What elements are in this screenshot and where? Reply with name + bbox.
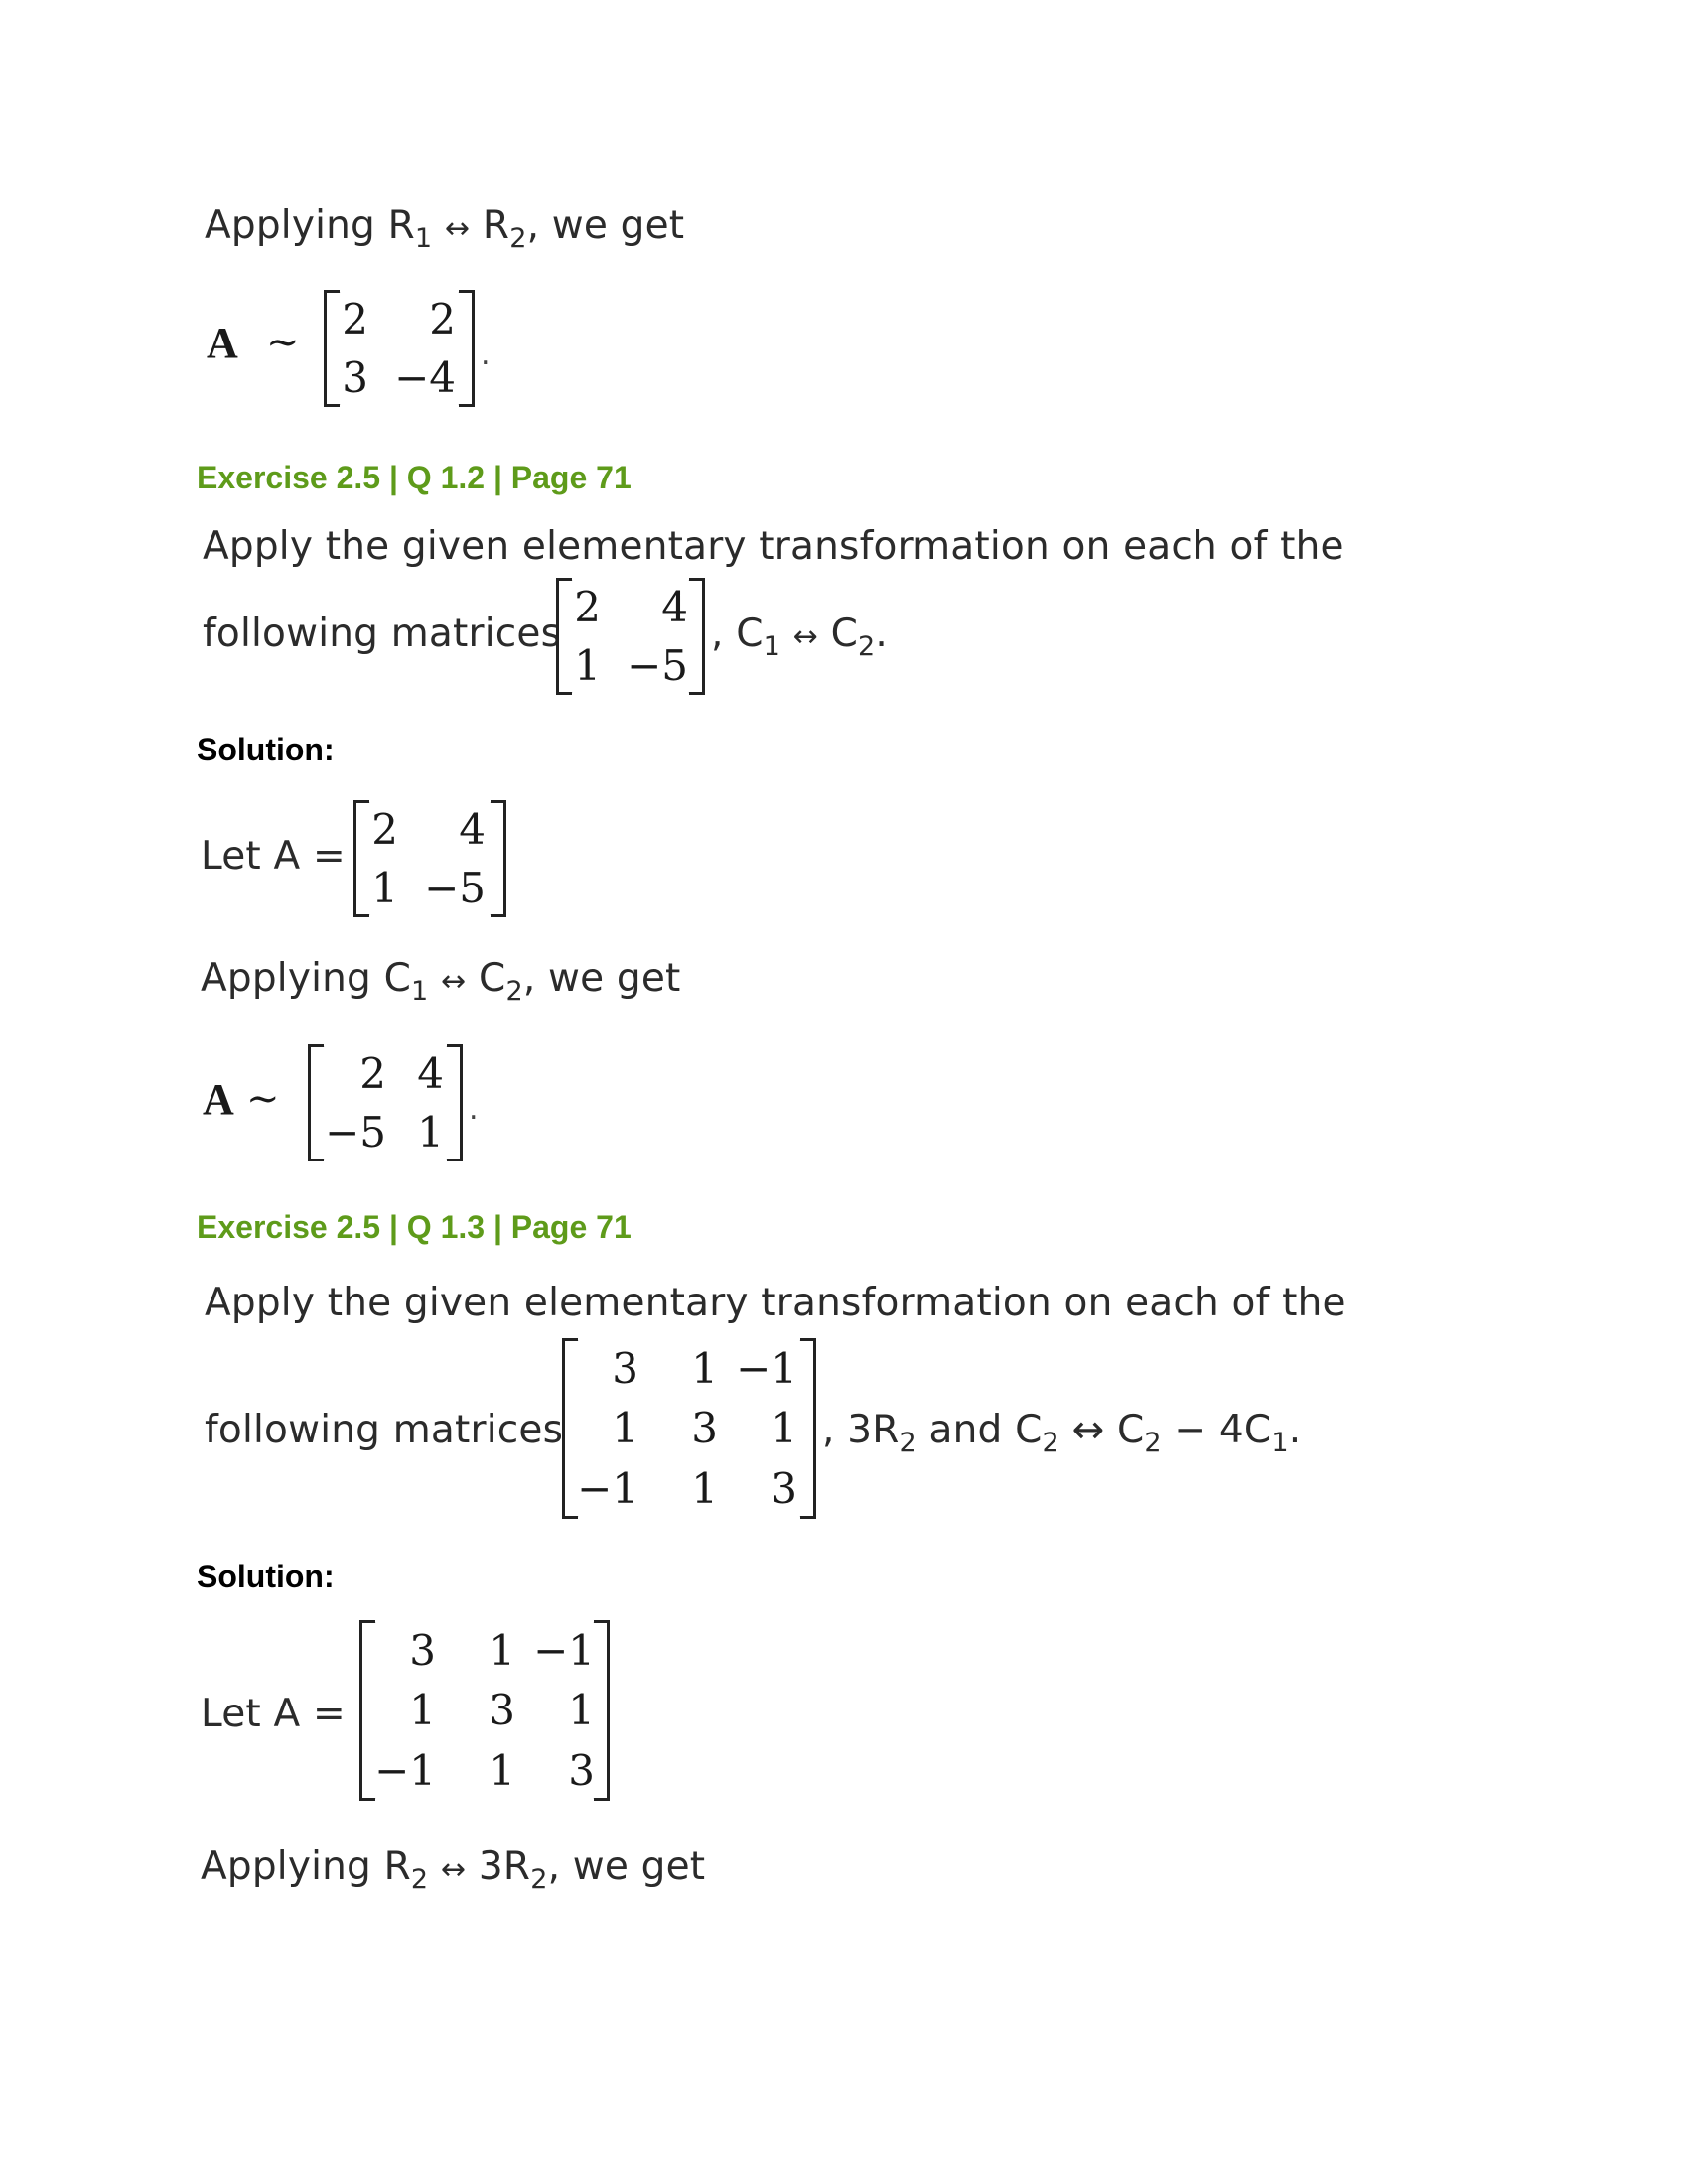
subscript: 2 (509, 223, 527, 254)
period: . (875, 612, 889, 656)
row-symbol: 3R (478, 1844, 531, 1889)
matrix-cell: 3 (489, 1686, 515, 1735)
swap-arrow: ↔ (441, 964, 467, 999)
result-label: A (207, 319, 238, 367)
transformation-text (822, 1408, 1302, 1458)
exercise-heading-q1-2[interactable]: Exercise 2.5 | Q 1.2 | Page 71 (197, 460, 632, 495)
matrix-cell: −5 (424, 864, 486, 912)
matrix-cell: 2 (429, 295, 456, 343)
matrix-cell: 3 (771, 1464, 797, 1514)
matrix-cell: 1 (417, 1108, 444, 1157)
subscript: 2 (530, 1864, 548, 1895)
transformation-part: − 4C (1161, 1408, 1272, 1452)
matrix-cell: 2 (371, 805, 398, 854)
matrix-cell: −1 (374, 1746, 436, 1796)
matrix-cell: 3 (568, 1746, 595, 1796)
column-symbol: C (830, 612, 859, 656)
let-label: Let A = (201, 1692, 346, 1736)
subscript: 2 (1144, 1428, 1162, 1458)
period: . (469, 1092, 479, 1127)
transformation-prefix: , C (711, 612, 764, 656)
matrix-cell: 1 (612, 1404, 638, 1453)
matrix-cell: 2 (342, 295, 368, 343)
tilde-symbol: ∼ (246, 1076, 280, 1122)
subscript: 1 (414, 223, 433, 254)
matrix-cell: 1 (568, 1686, 595, 1735)
let-matrix (353, 800, 506, 917)
question-line-2: following matrices (205, 1408, 564, 1452)
swap-arrow: ↔ (444, 211, 471, 246)
matrix-cell: 1 (489, 1746, 515, 1796)
column-symbol: C (479, 956, 506, 1001)
subscript: 2 (410, 1864, 429, 1895)
solution-label: Solution: (197, 1559, 335, 1594)
subscript: 2 (899, 1428, 916, 1458)
question-line-2: following matrices (203, 612, 562, 656)
matrix-cell: 1 (371, 864, 398, 912)
row-symbol: R (482, 204, 510, 248)
applying-text: Applying R (205, 204, 415, 248)
question-line-1: Apply the given elementary transformation on each of the (203, 524, 1344, 569)
tilde-symbol: ∼ (266, 320, 300, 365)
we-get-text: , we get (526, 204, 685, 248)
applying-line-1 (205, 204, 685, 254)
applying-text: Applying C (201, 956, 412, 1001)
swap-arrow: ↔ (440, 1852, 467, 1887)
matrix-cell: 3 (691, 1404, 718, 1453)
let-label: Let A = (201, 834, 346, 879)
matrix-cell: −5 (627, 641, 688, 690)
applying-line-2 (201, 956, 681, 1007)
result-matrix (324, 290, 475, 407)
transformation-part: ↔ C (1058, 1408, 1145, 1452)
subscript: 1 (411, 976, 429, 1007)
transformation-text (711, 612, 889, 662)
matrix-cell: 3 (409, 1625, 436, 1675)
matrix-cell: 1 (489, 1625, 515, 1675)
transformation-part: and C (915, 1408, 1043, 1452)
matrix-cell: 2 (359, 1049, 386, 1098)
matrix-cell: 3 (612, 1343, 638, 1393)
matrix-cell: 4 (661, 583, 688, 631)
matrix-cell: −1 (533, 1625, 595, 1675)
matrix-cell: 1 (691, 1464, 718, 1514)
question-matrix (562, 1338, 816, 1519)
exercise-heading-q1-3[interactable]: Exercise 2.5 | Q 1.3 | Page 71 (197, 1209, 632, 1245)
matrix-cell: 1 (574, 641, 601, 690)
subscript: 2 (505, 976, 523, 1007)
applying-text: Applying R (201, 1844, 411, 1889)
question-line-1: Apply the given elementary transformation on each of the (205, 1281, 1346, 1325)
matrix-cell: 2 (574, 583, 601, 631)
result-matrix (308, 1044, 463, 1161)
transformation-part: , 3R (822, 1408, 900, 1452)
subscript: 2 (1042, 1428, 1059, 1458)
result-label: A (203, 1075, 234, 1124)
matrix-cell: 4 (459, 805, 486, 854)
subscript: 1 (1271, 1428, 1289, 1458)
period: . (481, 338, 491, 372)
let-matrix (359, 1620, 610, 1801)
matrix-cell: 4 (417, 1049, 444, 1098)
matrix-cell: 1 (691, 1343, 718, 1393)
matrix-cell: −1 (577, 1464, 638, 1514)
matrix-cell: −5 (325, 1108, 386, 1157)
matrix-cell: −4 (394, 353, 456, 402)
matrix-cell: 1 (409, 1686, 436, 1735)
applying-line-3 (201, 1844, 706, 1895)
solution-label: Solution: (197, 732, 335, 767)
subscript: 1 (763, 631, 781, 662)
period: . (1288, 1408, 1302, 1452)
matrix-cell: −1 (736, 1343, 797, 1393)
we-get-text: , we get (522, 956, 681, 1001)
question-matrix (556, 578, 705, 695)
swap-arrow: ↔ (792, 619, 818, 654)
matrix-cell: 1 (771, 1404, 797, 1453)
we-get-text: , we get (547, 1844, 706, 1889)
matrix-cell: 3 (342, 353, 368, 402)
subscript: 2 (858, 631, 876, 662)
